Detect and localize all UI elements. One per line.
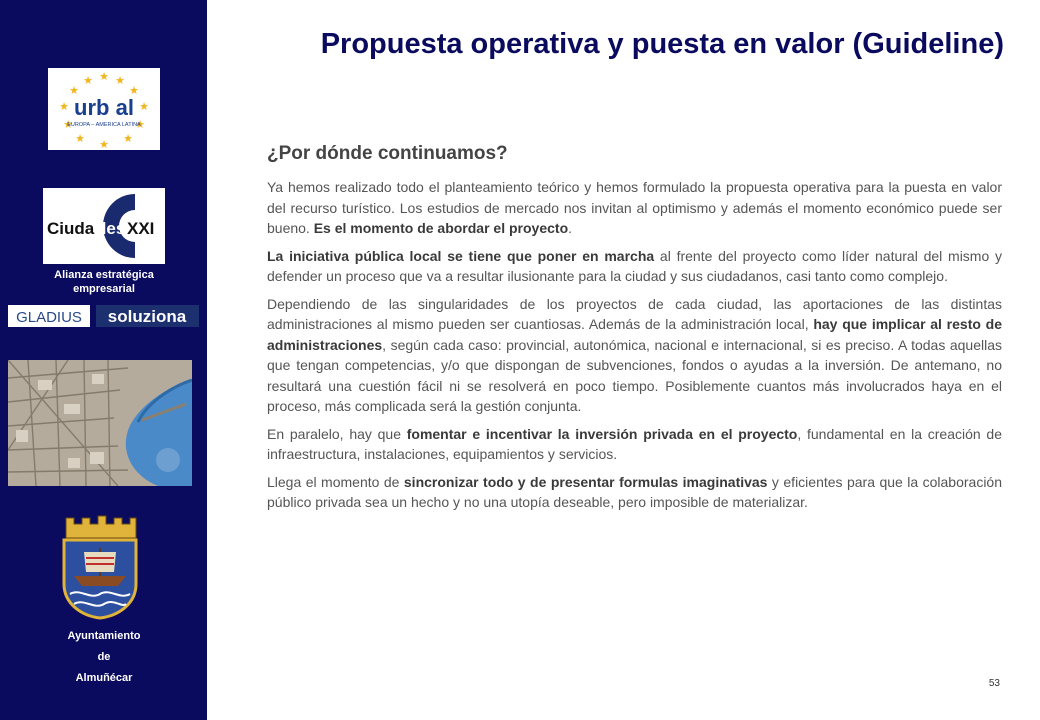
urbal-logo — [48, 68, 160, 150]
urbal-logo-text: urb al — [74, 95, 134, 120]
urbal-logo-subtext: EUROPA – AMERICA LATINA — [67, 122, 141, 128]
paragraph-4-tail: , fundamental en la creación de infraestructura, instalaciones, equipamientos y servicios. — [267, 425, 1002, 462]
aerial-city-photo — [8, 360, 192, 486]
soluziona-logo — [96, 305, 199, 327]
svg-text:★: ★ — [99, 138, 109, 150]
slide-title: Propuesta operativa y puesta en valor (Guideline) — [320, 28, 1004, 60]
paragraph-2 — [267, 246, 1002, 287]
svg-text:★: ★ — [75, 132, 85, 145]
ciudades-logo-text-c: XXI — [127, 219, 155, 238]
alliance-label — [20, 268, 188, 296]
svg-text:★: ★ — [139, 100, 149, 113]
paragraph-3-text: Dependiendo de las singularidades de los proyectos de cada ciudad, las aportaciones de las distintas administraciones al mismo pueden ser cuantiosas. Además de la administración local, — [267, 295, 1002, 332]
paragraph-1 — [267, 177, 1002, 239]
paragraph-4-bold: fomentar e incentivar la inversión privada en el proyecto — [406, 425, 798, 442]
svg-text:★: ★ — [83, 74, 93, 87]
town-label-line2: de — [97, 651, 111, 663]
gladius-logo — [8, 305, 90, 327]
paragraph-3-bold: hay que implicar al resto de administraciones — [267, 316, 1002, 353]
paragraph-1-bold: Es el momento de abordar el proyecto — [313, 220, 569, 236]
alliance-label-line1: Alianza estratégica — [54, 269, 154, 281]
town-label-line1: Ayuntamiento — [67, 630, 141, 642]
paragraph-3-tail: , según cada caso: provincial, autonómica, nacional e internacional, si es preciso. A todas aquellas que tengan competencias, y/o que dispongan de subvenciones, fondos o ayudas a la inversión. De antemano, no resultará una cuestión fácil ni se resolverá en poco tiempo. Posiblemente cuantos más involucrados haya en el proceso, más complicada será la gestión conjunta. — [267, 336, 1002, 414]
paragraph-4 — [267, 424, 1002, 465]
ciudades-xxi-logo — [43, 188, 165, 264]
slide-body — [267, 177, 1002, 520]
paragraph-5 — [267, 472, 1002, 513]
paragraph-5-tail: y eficientes para que la colaboración público privada sea un hecho y no una utopía deseable, pero imposible de materializar. — [267, 473, 1002, 510]
paragraph-4-text: En paralelo, hay que — [267, 425, 407, 442]
town-label-line3: Almuñécar — [75, 672, 133, 684]
svg-text:★: ★ — [99, 70, 109, 83]
svg-text:★: ★ — [59, 100, 69, 113]
paragraph-1-text: Ya hemos realizado todo el planteamiento teórico y hemos formulado la propuesta operativa para la puesta en valor del recurso turístico. Los estudios de mercado nos invitan al optimismo y además el momento económico puede ser bueno. — [267, 179, 1002, 236]
page-number: 53 — [988, 678, 1000, 689]
paragraph-2-tail: al frente del proyecto como líder natural del mismo y defender un proceso que va a resultar ilusionante para la ciudad y sus ciudadanos, casi tanto como complejo. — [267, 247, 1003, 284]
svg-text:★: ★ — [123, 132, 133, 145]
svg-text:★: ★ — [129, 84, 139, 97]
svg-text:★: ★ — [63, 118, 73, 131]
ciudades-logo-text-a: Ciuda — [47, 219, 95, 238]
ciudades-logo-text-b: des — [96, 219, 126, 238]
alliance-label-line2: empresarial — [73, 283, 135, 295]
gladius-logo-text: GLADIUS — [16, 309, 82, 326]
paragraph-1-tail: . — [568, 220, 573, 236]
paragraph-5-text: Llega el momento de — [267, 473, 404, 490]
soluziona-logo-text: soluziona — [107, 307, 187, 326]
paragraph-2-bold: La iniciativa pública local se tiene que poner en marcha — [267, 247, 655, 264]
paragraph-3 — [267, 294, 1002, 417]
town-council-label — [40, 626, 168, 689]
sidebar — [0, 0, 207, 720]
svg-text:★: ★ — [135, 118, 145, 131]
almunecar-coat-of-arms — [60, 512, 140, 620]
paragraph-5-bold: sincronizar todo y de presentar formulas imaginativas — [403, 473, 768, 490]
section-question: ¿Por dónde continuamos? — [267, 143, 508, 164]
svg-text:★: ★ — [69, 84, 79, 97]
svg-text:★: ★ — [115, 74, 125, 87]
